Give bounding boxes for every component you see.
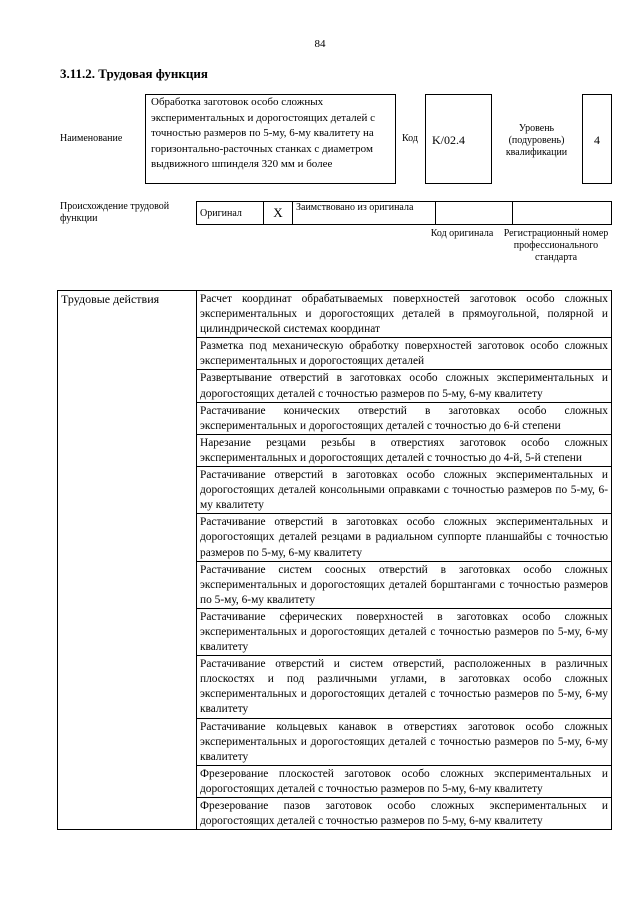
labor-action-item: Растачивание отверстий в заготовках особо сложных экспериментальных и дорогостоящих деталей консольными оправками с точностью размеров по 5-му, 6-му квалитету [197,467,612,514]
table-row [58,291,612,338]
function-name-cell: Обработка заготовок особо сложных экспериментальных и дорогостоящих деталей с точностью размеров по 5-му, 6-му квалитету на горизонтально-расточных станках с диаметром выдвижного шпинделя 320 мм и более [145,94,396,184]
labor-actions-heading: Трудовые действия [58,291,197,830]
labor-action-item: Фрезерование плоскостей заготовок особо сложных экспериментальных и дорогостоящих деталей с точностью размеров по 5-му, 6-му квалитету [197,765,612,797]
level-value-cell: 4 [582,94,612,184]
labor-action-item: Расчет координат обрабатываемых поверхностей заготовок особо сложных экспериментальных и дорогостоящих деталей в прямоугольной, полярной и цилиндрической системах координат [197,291,612,338]
original-code-cell [436,202,513,225]
labor-actions-table [57,290,612,830]
labor-action-item: Фрезерование пазов заготовок особо сложных экспериментальных и дорогостоящих деталей с точностью размеров по 5-му, 6-му квалитету [197,798,612,830]
labor-action-item: Развертывание отверстий в заготовках особо сложных экспериментальных и дорогостоящих деталей с точностью размеров по 5-му, 6-му квалитету [197,370,612,402]
labor-action-item: Нарезание резцами резьбы в отверстиях заготовок особо сложных экспериментальных и дорогостоящих деталей с точностью до 4-й, 5-й степени [197,434,612,466]
level-label: Уровень (подуровень) квалификации [505,123,568,158]
code-label: Код [402,133,418,144]
reg-number-label: Регистрационный номер профессионального стандарта [503,228,609,263]
origin-table [196,201,612,225]
origin-label: Происхождение трудовой функции [60,201,170,224]
labor-action-item: Разметка под механическую обработку поверхностей заготовок особо сложных экспериментальных и дорогостоящих деталей [197,338,612,370]
section-title: 3.11.2. Трудовая функция [60,66,208,81]
name-label: Наименование [60,133,123,144]
function-code-cell: K/02.4 [425,94,492,184]
labor-action-item: Растачивание кольцевых канавок в отверстиях заготовок особо сложных экспериментальных и дорогостоящих деталей с точностью размеров по 5-му, 6-му квалитету [197,718,612,765]
page-number: 84 [314,38,326,50]
labor-action-item: Растачивание систем соосных отверстий в заготовках особо сложных экспериментальных и дорогостоящих деталей борштангами с точностью размеров по 5-му, 6-му квалитету [197,561,612,608]
orig-code-label: Код оригинала [430,228,494,239]
labor-action-item: Растачивание сферических поверхностей в заготовках особо сложных экспериментальных и дорогостоящих деталей с точностью размеров по 5-му, 6-му квалитету [197,608,612,655]
reg-number-cell [513,202,612,225]
borrowed-label: Заимствовано из оригинала [293,202,436,225]
labor-action-item: Растачивание конических отверстий в заготовках особо сложных экспериментальных и дорогостоящих деталей с точностью до 6-й степени [197,402,612,434]
original-mark: X [264,202,293,225]
labor-action-item: Растачивание отверстий и систем отверстий, расположенных в различных плоскостях и под различными углами, в заготовках особо сложных экспериментальных и дорогостоящих деталей с точностью размеров по 5-му, 6-му квалитету [197,656,612,718]
labor-action-item: Растачивание отверстий в заготовках особо сложных экспериментальных и дорогостоящих деталей резцами в радиальном суппорте планшайбы с точностью размеров по 5-му, 6-му квалитету [197,514,612,561]
original-label: Оригинал [197,202,264,225]
